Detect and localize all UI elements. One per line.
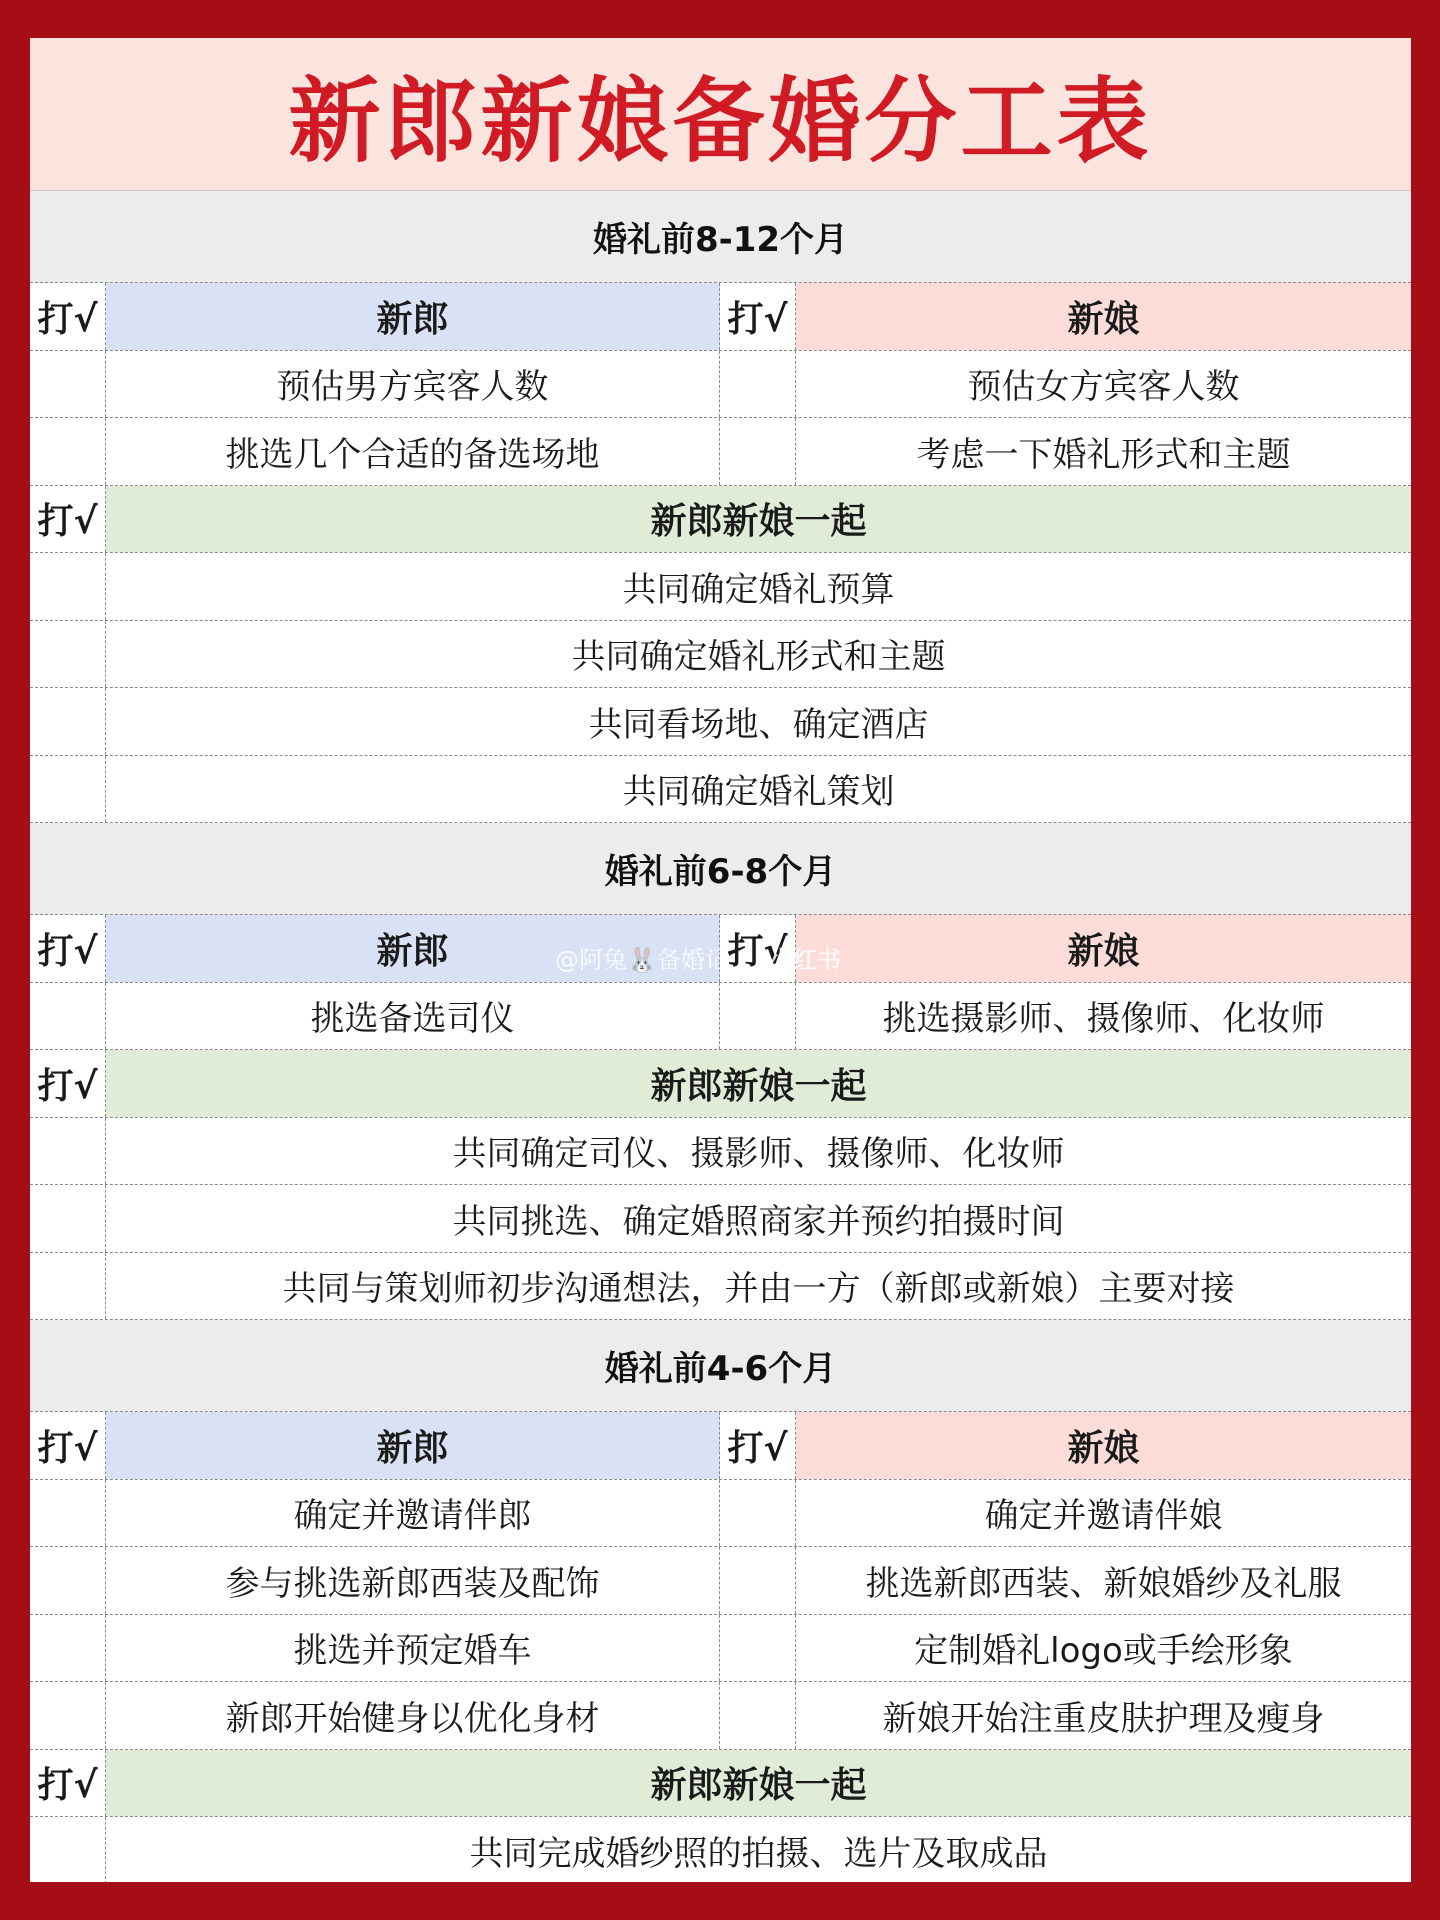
section-heading: 婚礼前6-8个月 <box>30 823 1411 915</box>
groom-task: 挑选备选司仪 <box>106 983 720 1050</box>
bride-header: 新娘 <box>796 283 1411 350</box>
checkbox-cell[interactable] <box>30 1480 106 1547</box>
schedule-sheet <box>30 38 1411 1882</box>
role-header-row <box>30 915 1411 983</box>
schedule-table <box>30 191 1411 1882</box>
watermark-logo: 小红书 <box>768 946 841 974</box>
checkbox-cell[interactable] <box>720 1480 796 1547</box>
bride-task: 挑选新郎西装、新娘婚纱及礼服 <box>865 1563 1342 1604</box>
checkbox-cell[interactable] <box>720 1615 796 1682</box>
checkbox-cell[interactable] <box>30 1185 106 1252</box>
groom-task: 预估男方宾客人数 <box>106 351 720 418</box>
together-task-row <box>30 1118 1411 1186</box>
role-header-row <box>30 283 1411 351</box>
task-row <box>30 1615 1411 1683</box>
checkbox-cell[interactable] <box>30 983 106 1050</box>
together-task: 共同完成婚纱照的拍摄、选片及取成品 <box>469 1833 1048 1874</box>
task-row <box>30 351 1411 419</box>
checkbox-cell[interactable] <box>30 756 106 823</box>
checkbox-cell[interactable] <box>30 1817 106 1882</box>
groom-header: 新郎 <box>106 1412 720 1479</box>
together-header-row <box>30 1050 1411 1118</box>
section-heading: 婚礼前4-6个月 <box>30 1320 1411 1412</box>
task-row <box>30 1682 1411 1750</box>
checkbox-cell[interactable] <box>30 418 106 485</box>
bride-task: 考虑一下婚礼形式和主题 <box>916 434 1291 475</box>
together-header: 新郎新娘一起 <box>106 1050 1411 1117</box>
check-column-header: 打√ <box>30 915 106 982</box>
page-title: 新郎新娘备婚分工表 <box>288 68 1153 175</box>
together-task-row <box>30 553 1411 621</box>
task-row <box>30 1547 1411 1615</box>
checkbox-cell[interactable] <box>30 1682 106 1749</box>
check-column-header: 打√ <box>30 1412 106 1479</box>
check-column-header: 打√ <box>30 283 106 350</box>
task-row <box>30 1480 1411 1548</box>
groom-header: 新郎 <box>106 283 720 350</box>
together-task: 共同挑选、确定婚照商家并预约拍摄时间 <box>452 1201 1065 1242</box>
check-column-header: 打√ <box>30 1750 106 1817</box>
together-task-row <box>30 621 1411 689</box>
groom-task: 挑选并预定婚车 <box>106 1615 720 1682</box>
checkbox-cell[interactable] <box>30 1253 106 1320</box>
together-task-row <box>30 756 1411 824</box>
checkbox-cell[interactable] <box>30 1547 106 1614</box>
bride-header: 新娘 <box>796 1412 1411 1479</box>
task-row <box>30 983 1411 1051</box>
together-task-row <box>30 688 1411 756</box>
groom-header: 新郎 <box>106 915 720 982</box>
title-bar <box>30 38 1411 191</box>
bride-task: 新娘开始注重皮肤护理及瘦身 <box>882 1698 1325 1739</box>
groom-task: 参与挑选新郎西装及配饰 <box>106 1547 720 1614</box>
together-header: 新郎新娘一起 <box>106 486 1411 553</box>
together-task: 共同确定婚礼形式和主题 <box>571 637 946 678</box>
checkbox-cell[interactable] <box>720 983 796 1050</box>
together-header-row <box>30 1750 1411 1818</box>
checkbox-cell[interactable] <box>30 351 106 418</box>
check-column-header: 打√ <box>720 915 796 982</box>
together-header-row <box>30 486 1411 554</box>
checkbox-cell[interactable] <box>30 1615 106 1682</box>
checkbox-cell[interactable] <box>720 1682 796 1749</box>
watermark-handle: @阿兔🐰备婚记 <box>555 946 729 974</box>
section-heading: 婚礼前8-12个月 <box>30 191 1411 283</box>
check-column-header: 打√ <box>30 1050 106 1117</box>
bride-task: 预估女方宾客人数 <box>967 367 1240 408</box>
check-column-header: 打√ <box>30 486 106 553</box>
together-header: 新郎新娘一起 <box>106 1750 1411 1817</box>
bride-task: 确定并邀请伴娘 <box>984 1496 1223 1537</box>
together-task-row <box>30 1253 1411 1321</box>
together-task: 共同看场地、确定酒店 <box>588 704 929 745</box>
bride-header: 新娘 <box>796 915 1411 982</box>
together-task: 共同与策划师初步沟通想法，并由一方（新郎或新娘）主要对接 <box>282 1269 1235 1310</box>
check-column-header: 打√ <box>720 283 796 350</box>
together-task: 共同确定婚礼策划 <box>622 772 895 813</box>
check-column-header: 打√ <box>720 1412 796 1479</box>
together-task-row <box>30 1817 1411 1882</box>
groom-task: 确定并邀请伴郎 <box>106 1480 720 1547</box>
checkbox-cell[interactable] <box>720 1547 796 1614</box>
bride-task: 挑选摄影师、摄像师、化妆师 <box>882 999 1325 1040</box>
role-header-row <box>30 1412 1411 1480</box>
groom-task: 挑选几个合适的备选场地 <box>106 418 720 485</box>
bride-task: 定制婚礼logo或手绘形象 <box>914 1631 1293 1672</box>
task-row <box>30 418 1411 486</box>
together-task: 共同确定婚礼预算 <box>622 569 895 610</box>
checkbox-cell[interactable] <box>30 553 106 620</box>
checkbox-cell[interactable] <box>720 351 796 418</box>
together-task: 共同确定司仪、摄影师、摄像师、化妆师 <box>452 1134 1065 1175</box>
checkbox-cell[interactable] <box>30 688 106 755</box>
groom-task: 新郎开始健身以优化身材 <box>106 1682 720 1749</box>
checkbox-cell[interactable] <box>30 621 106 688</box>
checkbox-cell[interactable] <box>30 1118 106 1185</box>
together-task-row <box>30 1185 1411 1253</box>
checkbox-cell[interactable] <box>720 418 796 485</box>
